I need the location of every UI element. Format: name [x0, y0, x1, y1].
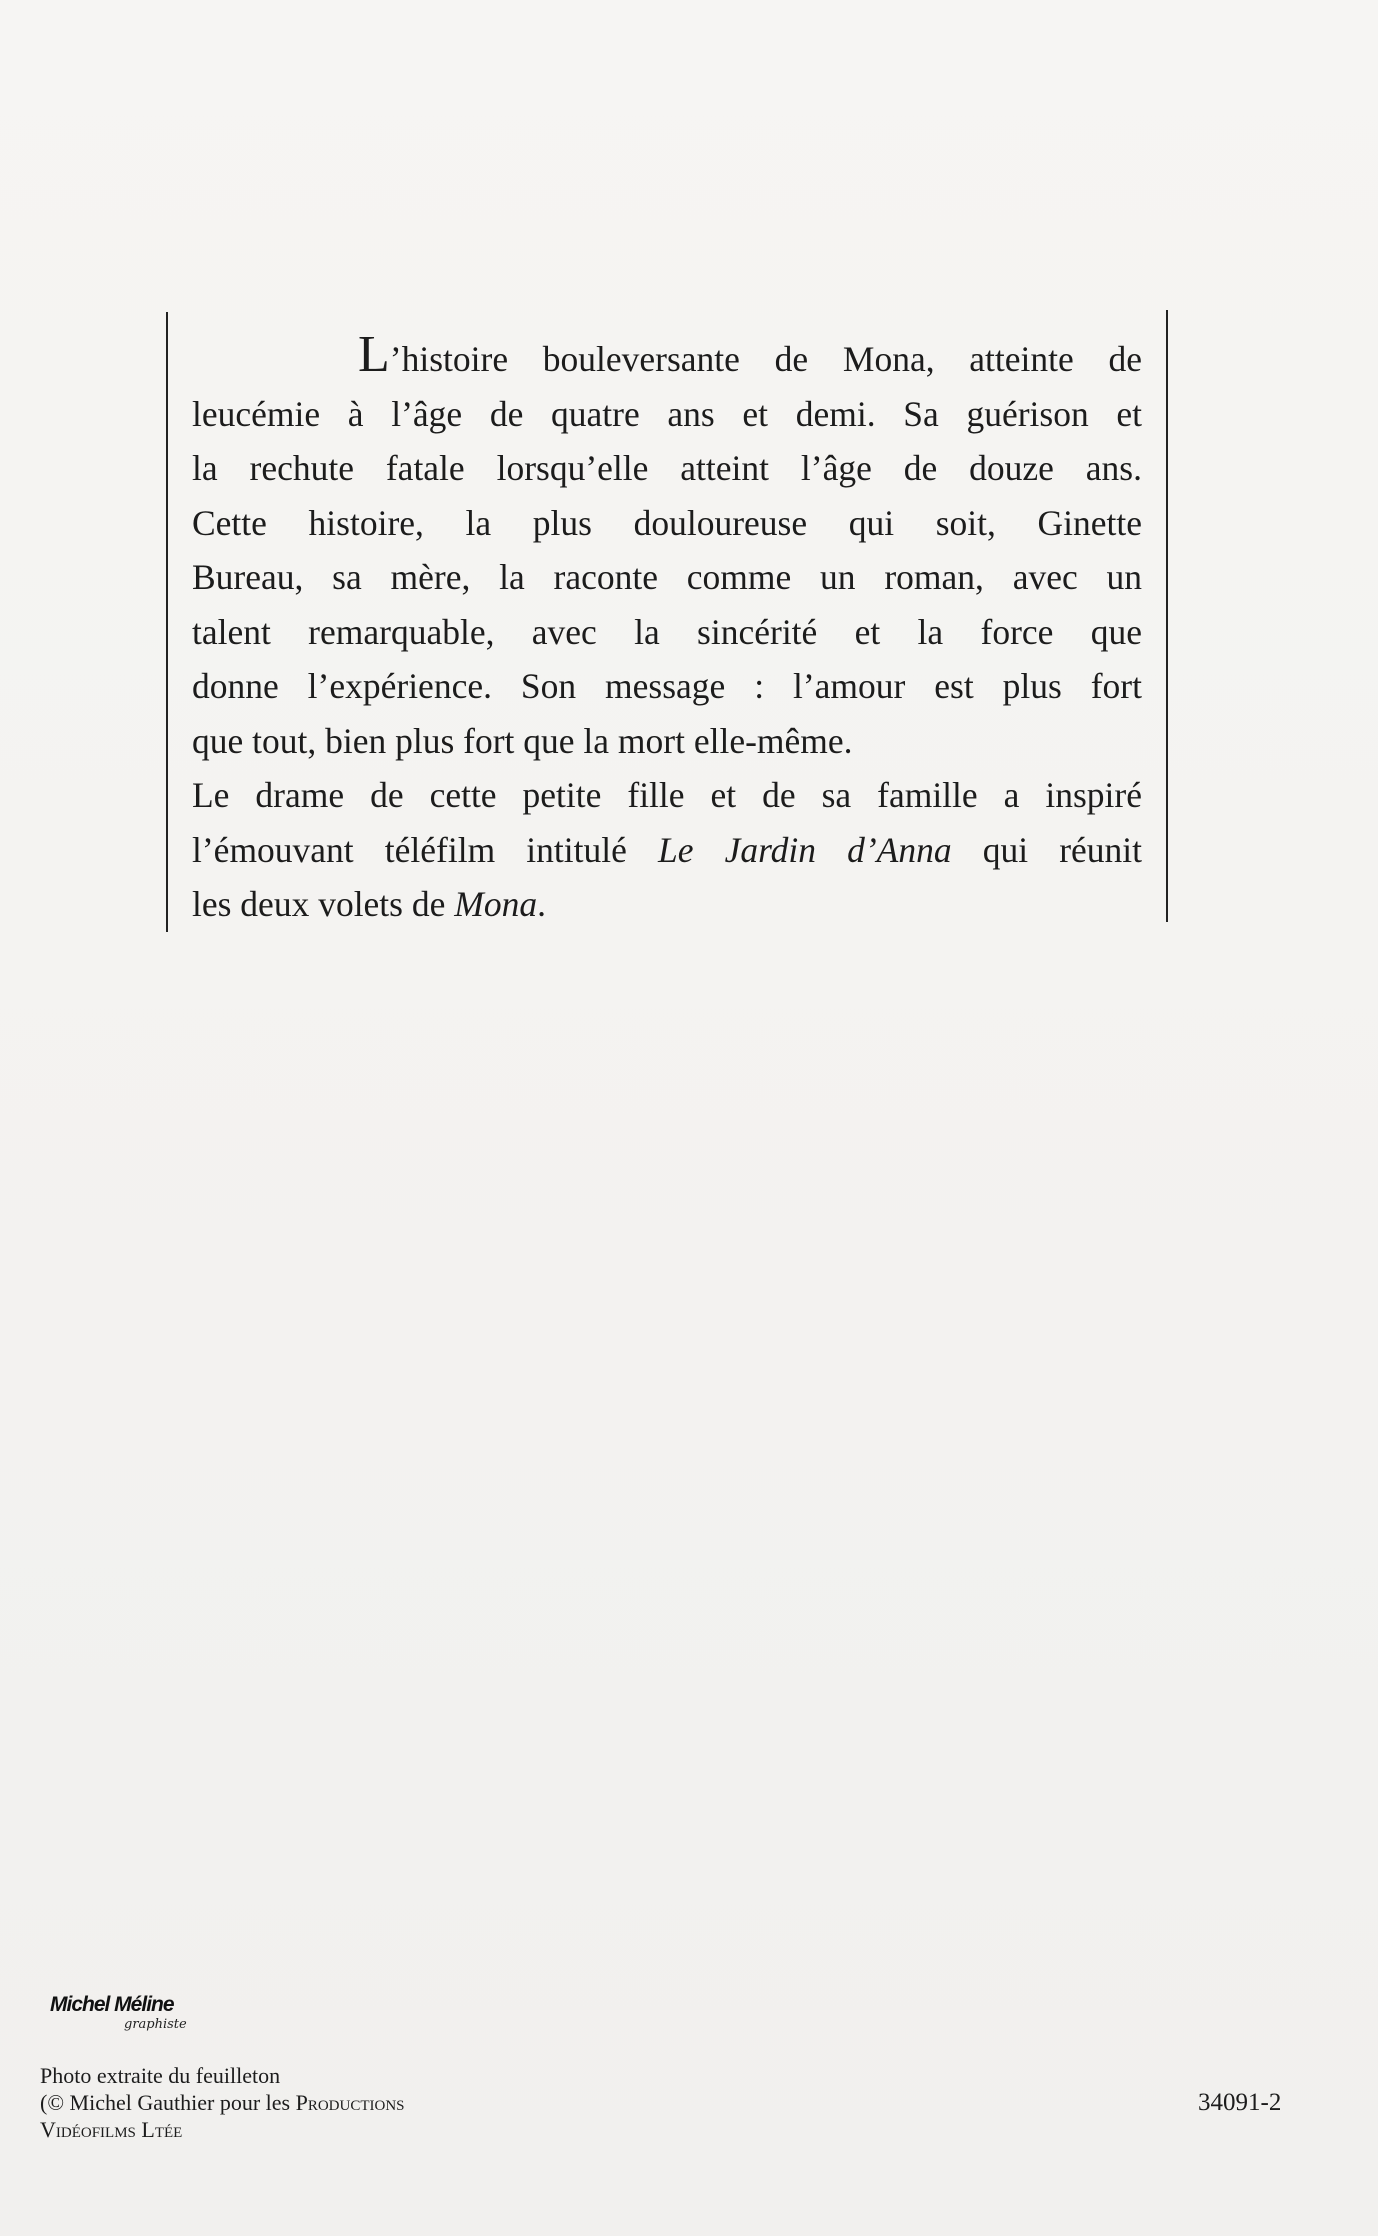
film-title: Le Jardin d’Anna — [658, 829, 952, 870]
blurb-line-7: donne l’expérience. Son message : l’amour est plus fort — [192, 666, 1142, 706]
blurb-line-9: Le drame de cette petite fille et de sa famille a inspiré — [192, 775, 1142, 815]
catalog-number: 34091-2 — [1198, 2089, 1282, 2116]
blurb-line-5: Bureau, sa mère, la raconte comme un roman, avec un — [192, 557, 1142, 597]
cover-blurb — [192, 326, 1143, 932]
blurb-line-8: que tout, bien plus fort que la mort elle-même. — [192, 720, 853, 761]
photo-credits — [40, 2062, 405, 2143]
designer-logo-brand: Michel Méline — [50, 1993, 174, 2016]
credits-line-3: Vidéofilms Ltée — [40, 2117, 183, 2142]
blurb-line-3: la rechute fatale lorsqu’elle atteint l’âge de douze ans. — [192, 448, 1142, 488]
blurb-line-1: L’histoire bouleversante de Mona, atteinte de — [358, 326, 1142, 383]
blurb-line-6: talent remarquable, avec la sincérité et la force que — [192, 611, 1142, 652]
book-title: Mona — [454, 884, 538, 924]
designer-logo — [50, 1993, 210, 2053]
credits-line-2: (© Michel Gauthier pour les Productions — [40, 2090, 405, 2115]
blurb-line-4: Cette histoire, la plus douloureuse qui soit, Ginette — [192, 502, 1142, 543]
right-vertical-rule — [1166, 310, 1168, 922]
credits-line-1: Photo extraite du feuilleton — [40, 2063, 281, 2088]
drop-cap: L — [358, 326, 390, 383]
designer-logo-sub: graphiste — [124, 2017, 187, 2032]
blurb-line-10: l’émouvant téléfilm intitulé Le Jardin d’Anna qui réunit — [192, 829, 1143, 870]
blurb-line-11: les deux volets de Mona. — [192, 884, 546, 924]
left-vertical-rule — [166, 312, 168, 932]
blurb-line-2: leucémie à l’âge de quatre ans et demi. Sa guérison et — [192, 393, 1142, 434]
